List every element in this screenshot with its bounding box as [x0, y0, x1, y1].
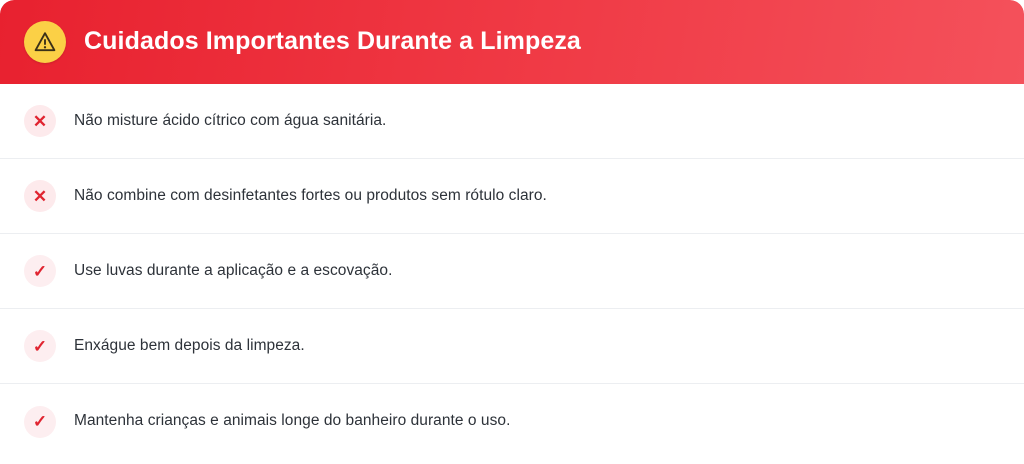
list-item: [0, 234, 1024, 309]
warning-triangle-icon: [24, 21, 66, 63]
list-item-label: Enxágue bem depois da limpeza.: [74, 336, 305, 354]
check-icon: ✓: [24, 406, 56, 438]
list-item: [0, 159, 1024, 234]
list-item: [0, 384, 1024, 459]
list-item-label: Não misture ácido cítrico com água sanitária.: [74, 111, 387, 129]
cross-icon: ✕: [24, 105, 56, 137]
list-item-label: Mantenha crianças e animais longe do banheiro durante o uso.: [74, 412, 511, 430]
check-icon: ✓: [24, 330, 56, 362]
cross-icon: ✕: [24, 180, 56, 212]
check-icon: ✓: [24, 255, 56, 287]
list-item: [0, 84, 1024, 159]
list-item-label: Não combine com desinfetantes fortes ou produtos sem rótulo claro.: [74, 186, 547, 204]
list-item: [0, 309, 1024, 384]
card-header: [0, 0, 1024, 84]
page-title: Cuidados Importantes Durante a Limpeza: [84, 27, 581, 56]
list-item-label: Use luvas durante a aplicação e a escovação.: [74, 261, 393, 279]
care-list: [0, 84, 1024, 459]
